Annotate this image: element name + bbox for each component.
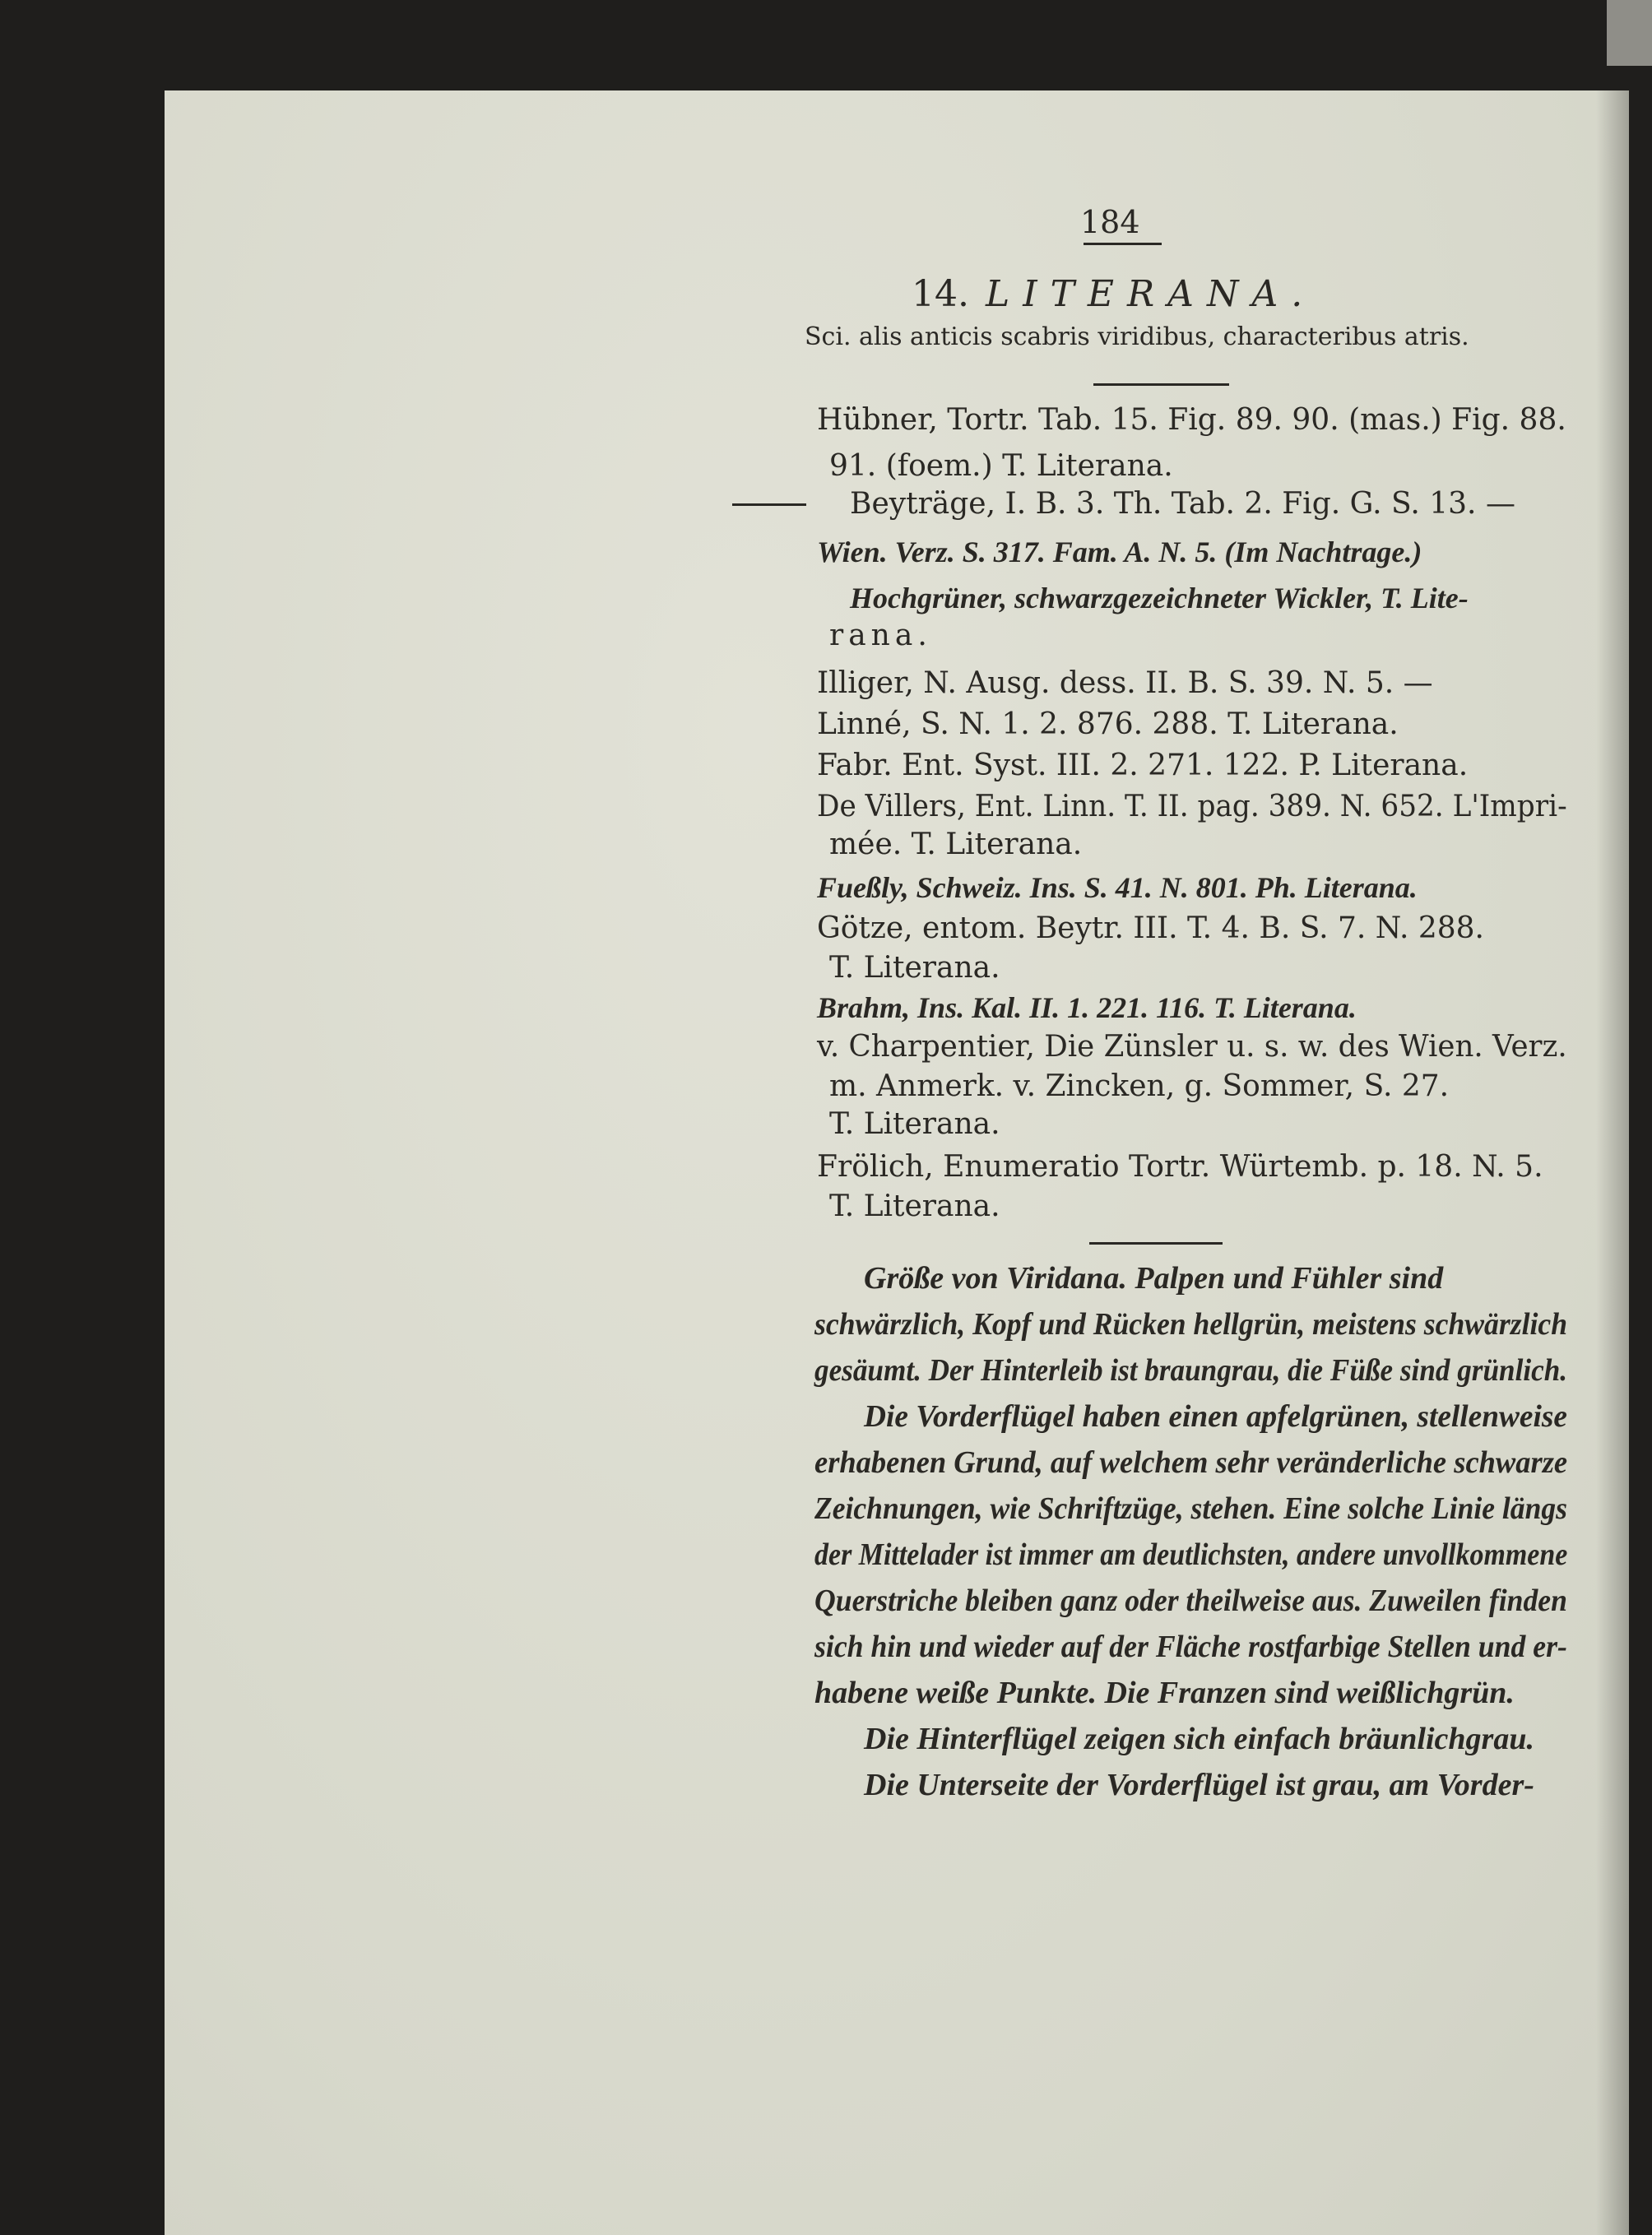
synonymy-line: m. Anmerk. v. Zincken, g. Sommer, S. 27.: [829, 1069, 1450, 1103]
synonymy-line: Fabr. Ent. Syst. III. 2. 271. 122. P. Literana.: [817, 749, 1469, 782]
synonymy-line: Illiger, N. Ausg. dess. II. B. S. 39. N. 5. —: [817, 666, 1433, 700]
synonymy-line: Frölich, Enumeratio Tortr. Würtemb. p. 18. N. 5.: [817, 1150, 1543, 1184]
synonymy-line: T. Literana.: [829, 951, 1000, 985]
ditto-dash: [732, 503, 806, 506]
synonymy-line: Linné, S. N. 1. 2. 876. 288. T. Literana.: [817, 707, 1399, 741]
species-name: LITERANA.: [985, 273, 1316, 315]
section-divider: [1093, 383, 1229, 386]
description-line: erhabenen Grund, auf welchem sehr veränderliche schwarze: [814, 1445, 1568, 1480]
page-number-underline: [1084, 243, 1162, 245]
synonymy-line: Hübner, Tortr. Tab. 15. Fig. 89. 90. (mas.) Fig. 88.: [817, 403, 1566, 437]
description-line: Die Hinterflügel zeigen sich einfach bräunlichgrau.: [864, 1722, 1534, 1756]
synonymy-line: Beyträge, I. B. 3. Th. Tab. 2. Fig. G. S. 13. —: [850, 487, 1515, 521]
description-line: schwärzlich, Kopf und Rücken hellgrün, meistens schwärzlich: [814, 1307, 1568, 1342]
page-number: 184: [1080, 204, 1140, 240]
description-line: Zeichnungen, wie Schriftzüge, stehen. Eine solche Linie längs: [814, 1491, 1567, 1526]
species-number: 14.: [912, 273, 969, 315]
description-line: gesäumt. Der Hinterleib ist braungrau, die Füße sind grünlich.: [814, 1353, 1568, 1388]
synonymy-line: Brahm, Ins. Kal. II. 1. 221. 116. T. Literana.: [817, 991, 1357, 1024]
synonymy-line: Hochgrüner, schwarzgezeichneter Wickler, T. Lite-: [850, 582, 1469, 614]
synonymy-line: 91. (foem.) T. Literana.: [829, 449, 1173, 483]
description-line: habene weiße Punkte. Die Franzen sind weißlichgrün.: [814, 1676, 1515, 1710]
synonymy-line: T. Literana.: [829, 1189, 1000, 1223]
synonymy-line: Wien. Verz. S. 317. Fam. A. N. 5. (Im Nachtrage.): [817, 536, 1422, 568]
synonymy-line: Götze, entom. Beytr. III. T. 4. B. S. 7. N. 288.: [817, 911, 1485, 945]
description-line: Die Vorderflügel haben einen apfelgrünen, stellenweise: [864, 1399, 1568, 1434]
section-divider: [1089, 1242, 1223, 1245]
synonymy-line: De Villers, Ent. Linn. T. II. pag. 389. N. 652. L'Impri-: [817, 790, 1567, 823]
synonymy-line: v. Charpentier, Die Zünsler u. s. w. des Wien. Verz.: [817, 1030, 1567, 1064]
page-fold-shadow: [1596, 90, 1629, 2235]
synonymy-line: Fueßly, Schweiz. Ins. S. 41. N. 801. Ph. Literana.: [817, 871, 1418, 904]
species-diagnosis: Sci. alis anticis scabris viridibus, characteribus atris.: [805, 322, 1469, 351]
description-line: Die Unterseite der Vorderflügel ist grau, am Vorder-: [864, 1768, 1534, 1802]
synonymy-line: mée. T. Literana.: [829, 828, 1083, 861]
description-line: Querstriche bleiben ganz oder theilweise aus. Zuweilen finden: [814, 1584, 1567, 1618]
description-line: sich hin und wieder auf der Fläche rostfarbige Stellen und er-: [814, 1630, 1567, 1664]
synonymy-line: rana.: [829, 619, 932, 652]
description-line: Größe von Viridana. Palpen und Fühler sind: [864, 1261, 1444, 1296]
species-heading: [912, 273, 1316, 315]
description-line: der Mittelader ist immer am deutlichsten, andere unvollkommene: [814, 1537, 1568, 1572]
scan-corner-marker: [1607, 0, 1652, 66]
synonymy-line: T. Literana.: [829, 1107, 1000, 1141]
